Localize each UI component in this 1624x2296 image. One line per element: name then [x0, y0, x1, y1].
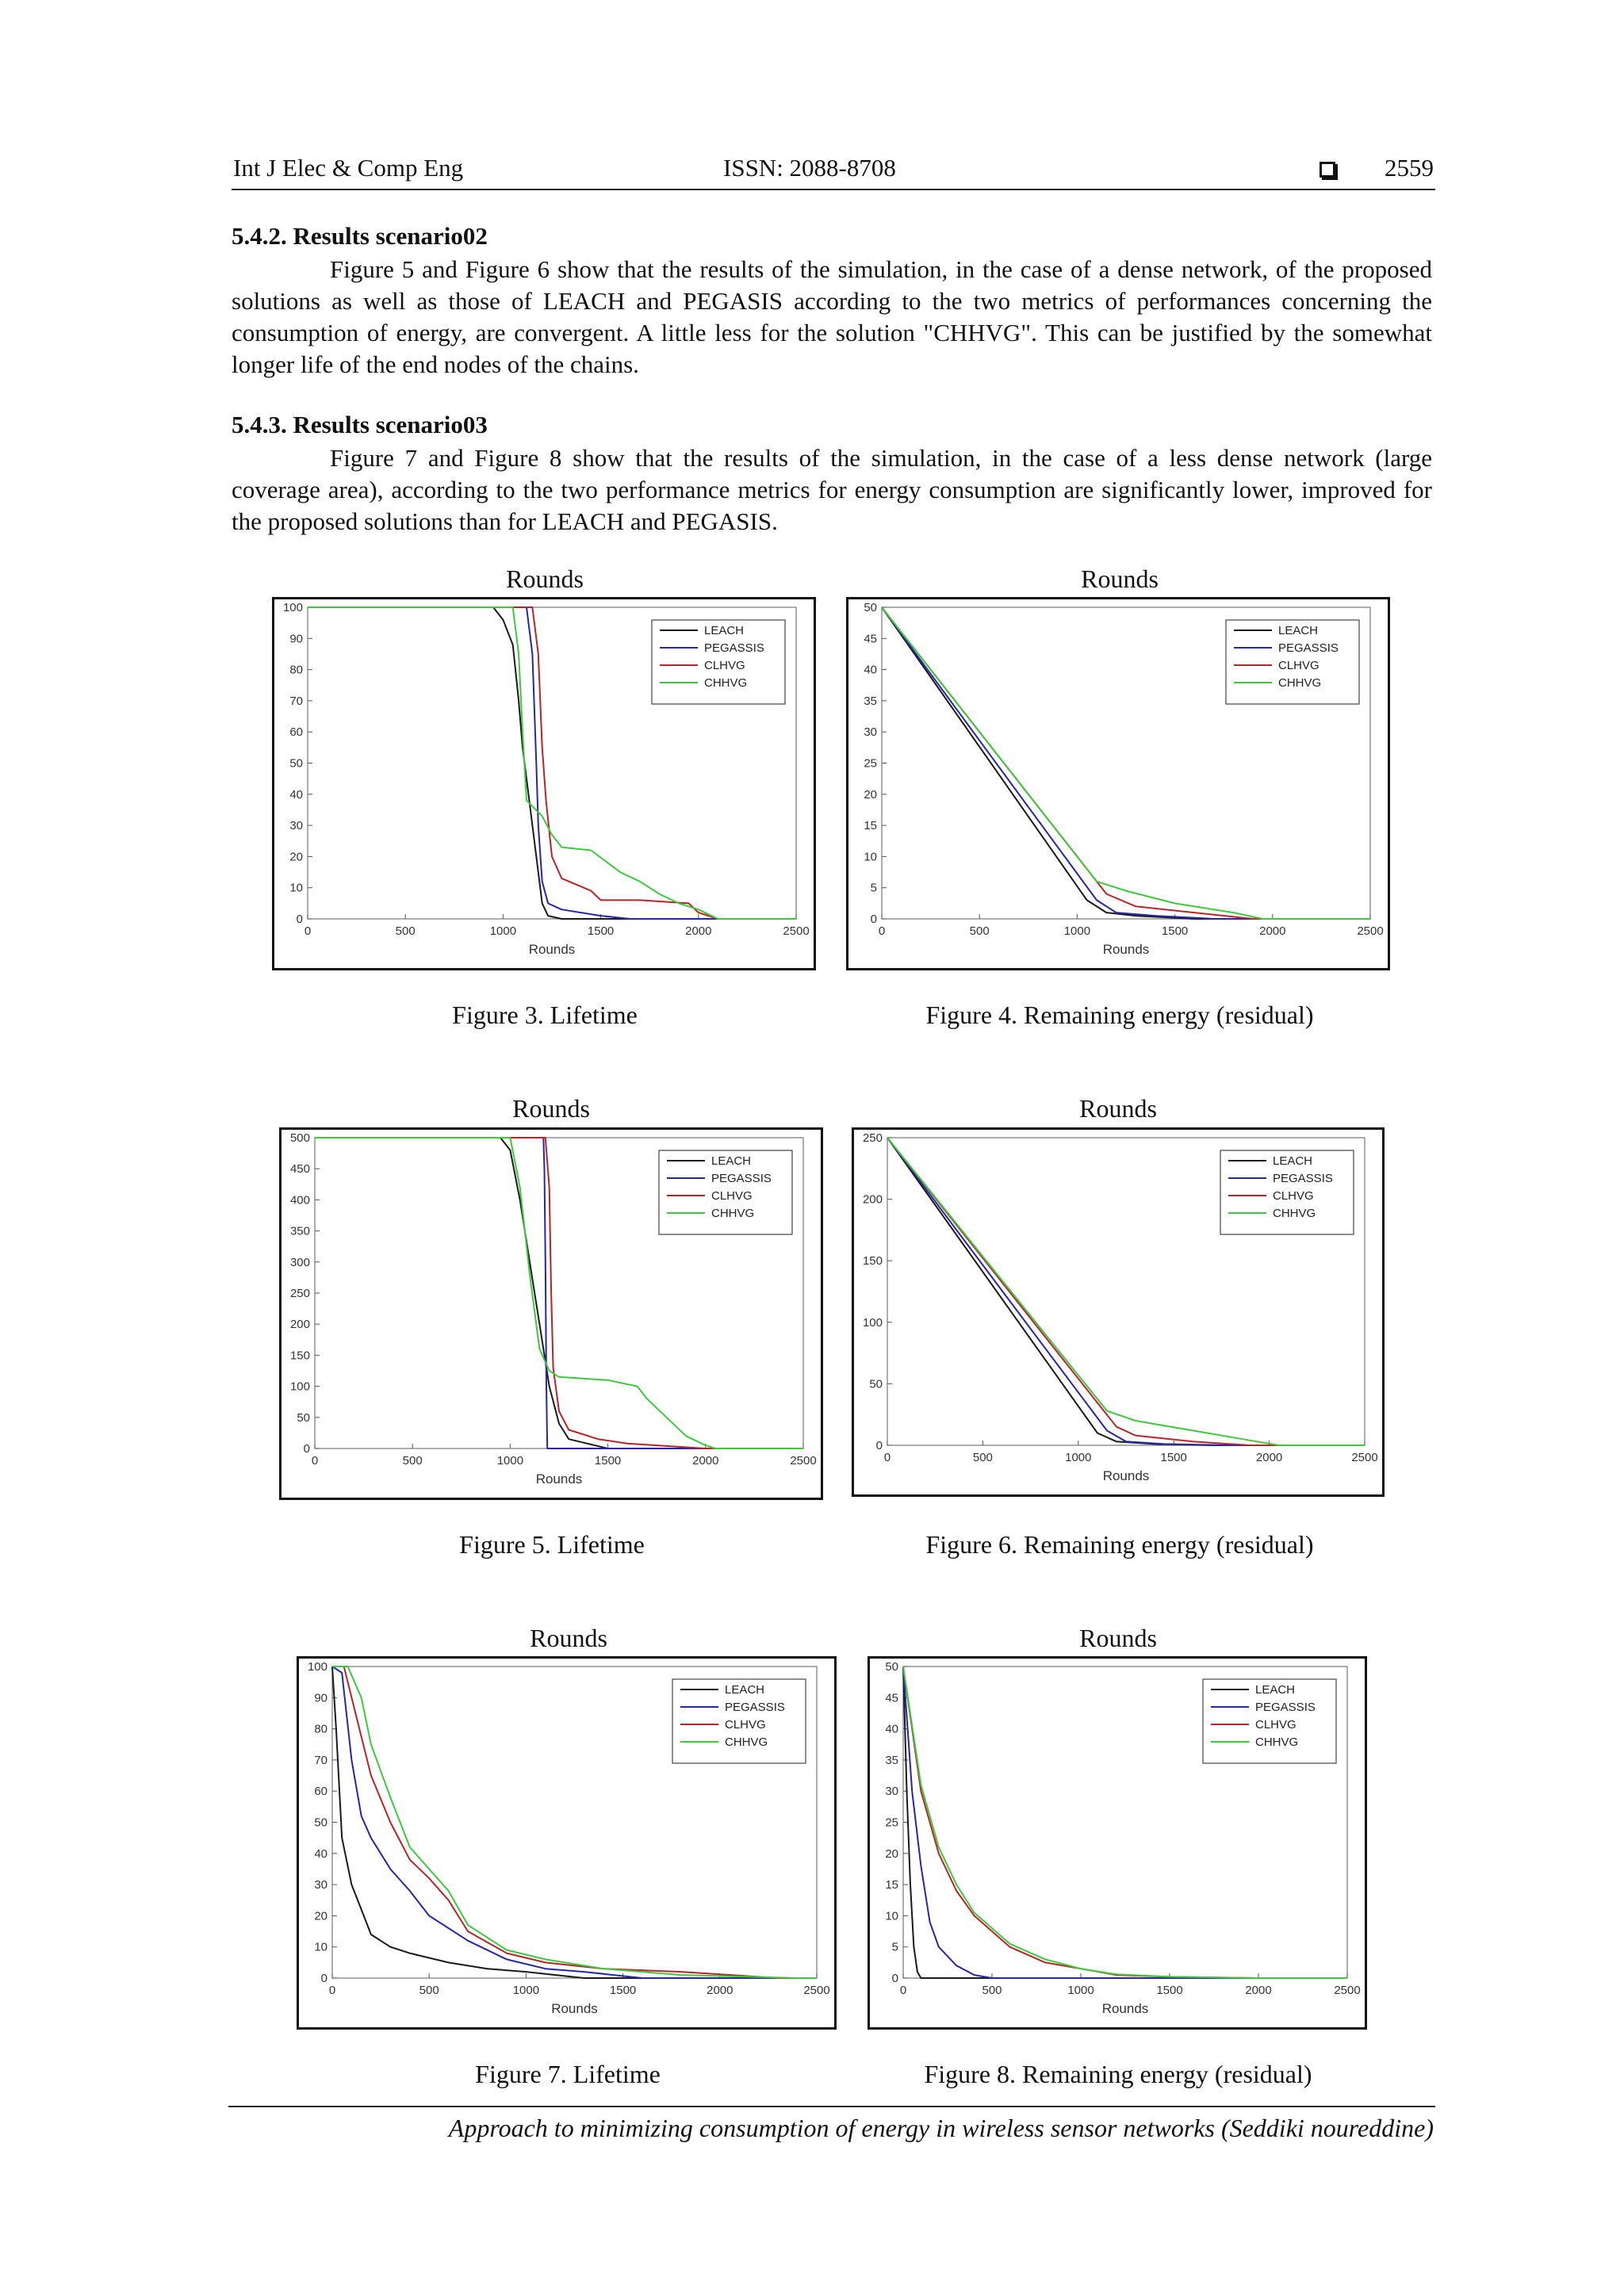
figure-caption: Figure 5. Lifetime: [459, 1530, 645, 1559]
y-tick-label: 40: [885, 1722, 898, 1736]
y-tick-label: 90: [314, 1691, 327, 1705]
x-axis-label: Rounds: [528, 942, 576, 957]
section-title: 5.4.3. Results scenario03: [232, 411, 488, 438]
y-tick-label: 450: [289, 1162, 310, 1177]
y-tick-label: 200: [862, 1192, 883, 1207]
y-tick-label: 0: [303, 1442, 310, 1456]
chart-svg: [854, 1130, 1382, 1494]
chart-top-label: Rounds: [530, 1624, 607, 1652]
legend-label: PEGASSIS: [1255, 1701, 1316, 1714]
y-tick-label: 150: [862, 1254, 883, 1269]
legend-label: LEACH: [704, 624, 745, 637]
x-tick-label: 2000: [692, 1454, 719, 1468]
legend-label: CHHVG: [1255, 1735, 1299, 1749]
x-tick-label: 500: [982, 1984, 1002, 1997]
legend-label: PEGASSIS: [1278, 641, 1339, 655]
y-tick-label: 5: [891, 1940, 898, 1954]
x-tick-label: 500: [419, 1984, 439, 1997]
y-tick-label: 0: [296, 913, 303, 926]
page-number: 2559: [1385, 154, 1434, 182]
chart-top-label: Rounds: [1079, 1624, 1157, 1652]
residual-energy-chart: [868, 1656, 1367, 2030]
x-tick-label: 1000: [496, 1454, 524, 1468]
issn: ISSN: 2088-8708: [723, 154, 896, 182]
residual-energy-chart: [846, 597, 1390, 970]
x-tick-label: 0: [304, 924, 312, 938]
y-tick-label: 50: [869, 1377, 883, 1391]
chart-svg: [274, 599, 814, 968]
x-tick-label: 2500: [790, 1454, 817, 1468]
legend-label: PEGASSIS: [711, 1172, 772, 1185]
y-tick-label: 35: [864, 694, 877, 708]
section-paragraph: Figure 5 and Figure 6 show that the results of the simulation, in the case of a dense network, of the proposed solutions as well as those of LEACH and PEGASIS according to the two metrics of performances concerning the consumption of energy, are convergent. A little less for the solution "CHHVG". This can be justified by the somewhat longer life of the end nodes of the chains.: [232, 255, 1432, 378]
legend-label: CLHVG: [1255, 1718, 1297, 1732]
legend-label: PEGASSIS: [1273, 1172, 1333, 1185]
y-tick-label: 90: [289, 632, 303, 646]
y-tick-label: 0: [320, 1972, 327, 1985]
y-tick-label: 5: [870, 881, 877, 895]
y-tick-label: 25: [885, 1816, 898, 1830]
page-header: [232, 152, 1435, 190]
chart-svg: [282, 1130, 821, 1498]
y-tick-label: 10: [289, 881, 303, 895]
y-tick-label: 0: [891, 1972, 898, 1985]
chart-top-label: Rounds: [512, 1094, 590, 1123]
x-tick-label: 2500: [1357, 924, 1384, 938]
lifetime-chart: [297, 1656, 837, 2030]
x-tick-label: 1500: [594, 1454, 622, 1468]
y-tick-label: 150: [289, 1349, 310, 1363]
x-tick-label: 1500: [1161, 924, 1189, 938]
x-tick-label: 2000: [1255, 1451, 1283, 1464]
lifetime-chart: [272, 597, 816, 970]
y-tick-label: 15: [885, 1878, 898, 1892]
y-tick-label: 300: [289, 1255, 310, 1269]
chart-top-label: Rounds: [1079, 1094, 1157, 1123]
legend-label: CLHVG: [1273, 1189, 1314, 1203]
x-axis-label: Rounds: [1101, 2001, 1149, 2016]
y-tick-label: 40: [864, 663, 877, 677]
y-tick-label: 45: [864, 632, 877, 646]
legend-label: CHHVG: [711, 1207, 755, 1220]
legend-label: PEGASSIS: [725, 1701, 785, 1714]
x-axis-label: Rounds: [535, 1471, 583, 1487]
legend-label: LEACH: [1255, 1683, 1296, 1697]
x-tick-label: 2500: [1351, 1451, 1378, 1464]
x-tick-label: 2000: [707, 1984, 733, 1997]
x-tick-label: 2500: [783, 924, 810, 938]
y-tick-label: 10: [314, 1940, 327, 1954]
y-tick-label: 20: [885, 1846, 898, 1861]
legend-label: LEACH: [1273, 1154, 1313, 1168]
x-tick-label: 1000: [1063, 924, 1091, 938]
x-tick-label: 1500: [1160, 1451, 1187, 1464]
section-title: 5.4.2. Results scenario02: [232, 222, 488, 250]
y-tick-label: 350: [289, 1224, 310, 1238]
y-tick-label: 60: [289, 725, 303, 740]
x-tick-label: 1500: [1156, 1984, 1183, 1997]
journal-name: Int J Elec & Comp Eng: [233, 154, 464, 182]
y-tick-label: 50: [885, 1660, 898, 1674]
x-tick-label: 2500: [1334, 1984, 1361, 1997]
y-tick-label: 70: [289, 694, 303, 708]
page-footer: [228, 2106, 1435, 2142]
y-tick-label: 30: [885, 1785, 898, 1799]
x-tick-label: 0: [883, 1451, 891, 1464]
y-tick-label: 200: [289, 1318, 310, 1332]
y-tick-label: 250: [289, 1287, 310, 1300]
x-tick-label: 1000: [512, 1984, 540, 1997]
y-tick-label: 40: [289, 787, 303, 802]
x-tick-label: 0: [878, 924, 886, 938]
y-tick-label: 100: [282, 601, 303, 614]
y-tick-label: 50: [864, 601, 877, 614]
legend-label: CLHVG: [1278, 659, 1320, 672]
x-tick-label: 1000: [1065, 1451, 1092, 1464]
x-tick-label: 2000: [1245, 1984, 1272, 1997]
legend-label: LEACH: [725, 1683, 765, 1697]
legend-label: CLHVG: [711, 1189, 753, 1203]
y-tick-label: 30: [289, 819, 303, 833]
chart-svg: [848, 599, 1388, 968]
figure-caption: Figure 6. Remaining energy (residual): [925, 1530, 1314, 1559]
square-bullet-icon: [1320, 162, 1335, 178]
y-tick-label: 100: [307, 1660, 327, 1674]
residual-energy-chart: [852, 1127, 1385, 1497]
y-tick-label: 45: [885, 1691, 898, 1705]
legend-label: CHHVG: [704, 676, 748, 690]
y-tick-label: 40: [314, 1846, 327, 1861]
x-tick-label: 2500: [803, 1984, 830, 1997]
x-tick-label: 1500: [587, 924, 615, 938]
figure-caption: Figure 8. Remaining energy (residual): [924, 2060, 1312, 2088]
y-tick-label: 15: [864, 819, 877, 833]
y-tick-label: 25: [864, 756, 877, 771]
chart-svg: [299, 1659, 834, 2027]
legend-label: CLHVG: [725, 1718, 766, 1732]
y-tick-label: 20: [864, 787, 877, 802]
x-tick-label: 500: [395, 924, 416, 938]
y-tick-label: 500: [289, 1131, 310, 1145]
y-tick-label: 20: [314, 1909, 327, 1923]
y-tick-label: 0: [875, 1439, 883, 1452]
y-tick-label: 50: [297, 1410, 310, 1425]
x-tick-label: 500: [972, 1451, 993, 1464]
legend-label: LEACH: [711, 1154, 752, 1168]
legend-label: PEGASSIS: [704, 641, 764, 655]
y-tick-label: 10: [864, 850, 877, 864]
x-tick-label: 1000: [489, 924, 517, 938]
y-tick-label: 20: [289, 850, 303, 864]
chart-svg: [870, 1659, 1365, 2027]
x-axis-label: Rounds: [551, 2001, 598, 2016]
y-tick-label: 35: [885, 1753, 898, 1767]
x-tick-label: 1500: [609, 1984, 637, 1997]
x-tick-label: 1000: [1067, 1984, 1094, 1997]
lifetime-chart: [279, 1127, 823, 1500]
y-tick-label: 50: [314, 1816, 327, 1830]
x-tick-label: 0: [328, 1984, 336, 1997]
x-tick-label: 2000: [685, 924, 712, 938]
y-tick-label: 30: [314, 1878, 327, 1892]
legend-label: LEACH: [1278, 624, 1319, 637]
y-tick-label: 250: [862, 1131, 883, 1145]
x-tick-label: 0: [311, 1454, 319, 1468]
y-tick-label: 0: [870, 913, 877, 926]
x-tick-label: 500: [402, 1454, 423, 1468]
y-tick-label: 60: [314, 1785, 327, 1799]
x-axis-label: Rounds: [1102, 942, 1150, 957]
x-tick-label: 500: [969, 924, 990, 938]
chart-top-label: Rounds: [1081, 564, 1159, 593]
figure-caption: Figure 7. Lifetime: [475, 2060, 661, 2088]
y-tick-label: 100: [862, 1315, 883, 1330]
y-tick-label: 100: [289, 1380, 310, 1394]
y-tick-label: 50: [289, 756, 303, 771]
legend-label: CHHVG: [725, 1735, 768, 1749]
y-tick-label: 400: [289, 1193, 310, 1207]
y-tick-label: 80: [314, 1722, 327, 1736]
footer-title: Approach to minimizing consumption of energy in wireless sensor networks (Seddiki noureddine): [448, 2114, 1434, 2142]
y-tick-label: 70: [314, 1753, 327, 1767]
chart-top-label: Rounds: [506, 564, 584, 593]
x-axis-label: Rounds: [1102, 1468, 1150, 1483]
legend-label: CHHVG: [1273, 1207, 1316, 1220]
x-tick-label: 0: [899, 1984, 907, 1997]
y-tick-label: 80: [289, 663, 303, 677]
x-tick-label: 2000: [1259, 924, 1286, 938]
section-paragraph: Figure 7 and Figure 8 show that the results of the simulation, in the case of a less dense network (large coverage area), according to the two performance metrics for energy consumption are significantly lower, improved for the proposed solutions than for LEACH and PEGASIS.: [232, 444, 1432, 535]
y-tick-label: 30: [864, 725, 877, 740]
legend-label: CLHVG: [704, 659, 745, 672]
legend-label: CHHVG: [1278, 676, 1322, 690]
y-tick-label: 10: [885, 1909, 898, 1923]
figure-caption: Figure 3. Lifetime: [452, 1001, 638, 1029]
figure-caption: Figure 4. Remaining energy (residual): [925, 1001, 1314, 1029]
